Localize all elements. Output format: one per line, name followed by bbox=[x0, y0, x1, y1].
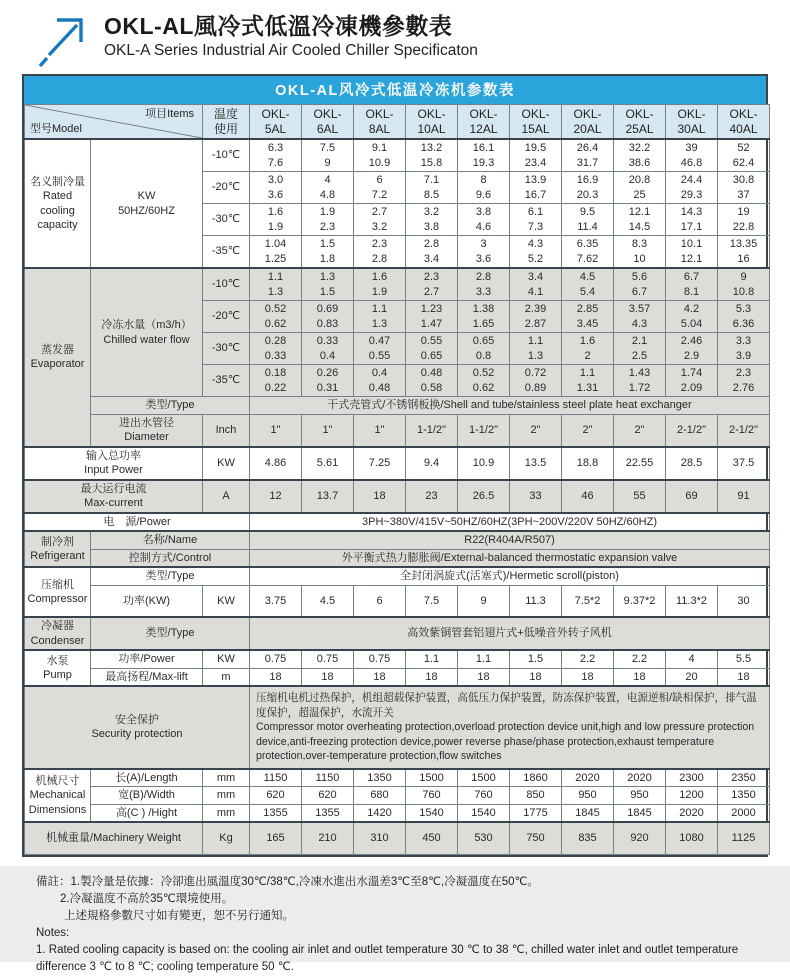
data-cell: 4 4.8 bbox=[302, 172, 354, 204]
model-column-header: OKL- 8AL bbox=[354, 105, 406, 140]
protection-text-cell: 压缩机电机过热保护，机组超载保护装置，高低压力保护装置，防冻保护装置，电源逆相/缺相保护，排气温度保护，超温保护，水流开关 Compressor motor overheating protection,overload protection device unit,high and low pressure protection device,anti-freezing protection device,power reverse phase/phase protection,exhaust temperature protection,over-temperature protection,flow switches bbox=[250, 686, 770, 769]
note-line: Notes: bbox=[36, 926, 70, 939]
data-cell: 9 bbox=[458, 585, 510, 617]
merged-value-cell: R22(R404A/R507) bbox=[250, 531, 770, 549]
model-column-header: OKL- 12AL bbox=[458, 105, 510, 140]
data-cell: 5.5 bbox=[718, 650, 770, 668]
unit-cell: KW bbox=[203, 650, 250, 668]
unit-cell: mm bbox=[203, 787, 250, 805]
data-cell: 1860 bbox=[510, 769, 562, 787]
data-cell: 26.5 bbox=[458, 480, 510, 513]
item-label-cell: 控制方式/Control bbox=[91, 549, 250, 567]
data-cell: 2.39 2.87 bbox=[510, 301, 562, 333]
model-column-header: OKL- 10AL bbox=[406, 105, 458, 140]
data-cell: 24.4 29.3 bbox=[666, 172, 718, 204]
data-cell: 9.4 bbox=[406, 447, 458, 480]
data-cell: 4.5 5.4 bbox=[562, 268, 614, 301]
data-cell: 7.5 bbox=[406, 585, 458, 617]
model-column-header: OKL- 40AL bbox=[718, 105, 770, 140]
data-cell: 0.55 0.65 bbox=[406, 333, 458, 365]
data-cell: 12.1 14.5 bbox=[614, 204, 666, 236]
data-cell: 1" bbox=[250, 414, 302, 447]
data-cell: 1845 bbox=[614, 804, 666, 822]
item-label-cell: 功率/Power bbox=[91, 650, 203, 668]
data-cell: 4 bbox=[666, 650, 718, 668]
item-label-cell: 名称/Name bbox=[91, 531, 250, 549]
data-cell: 18 bbox=[354, 668, 406, 686]
data-cell: 0.69 0.83 bbox=[302, 301, 354, 333]
header-row bbox=[25, 105, 770, 140]
data-cell: 1150 bbox=[250, 769, 302, 787]
data-cell: 2.3 2.7 bbox=[406, 268, 458, 301]
data-cell: 13.7 bbox=[302, 480, 354, 513]
data-cell: 20 bbox=[666, 668, 718, 686]
data-cell: 1.1 bbox=[458, 650, 510, 668]
item-label-cell: 输入总功率 Input Power bbox=[25, 447, 203, 480]
table-row bbox=[25, 447, 770, 480]
data-cell: 0.28 0.33 bbox=[250, 333, 302, 365]
data-cell: 0.18 0.22 bbox=[250, 365, 302, 397]
table-row bbox=[25, 769, 770, 787]
data-cell: 1.38 1.65 bbox=[458, 301, 510, 333]
data-cell: 13.9 16.7 bbox=[510, 172, 562, 204]
data-cell: 6.35 7.62 bbox=[562, 236, 614, 269]
data-cell: 850 bbox=[510, 787, 562, 805]
unit-cell: Kg bbox=[203, 822, 250, 854]
data-cell: 620 bbox=[250, 787, 302, 805]
data-cell: 1350 bbox=[718, 787, 770, 805]
data-cell: 1" bbox=[354, 414, 406, 447]
data-cell: 1.5 bbox=[510, 650, 562, 668]
data-cell: 1355 bbox=[302, 804, 354, 822]
data-cell: 33 bbox=[510, 480, 562, 513]
data-cell: 2000 bbox=[718, 804, 770, 822]
data-cell: 1775 bbox=[510, 804, 562, 822]
data-cell: 2.3 2.76 bbox=[718, 365, 770, 397]
data-cell: 13.35 16 bbox=[718, 236, 770, 269]
data-cell: 1125 bbox=[718, 822, 770, 854]
table-row bbox=[25, 139, 770, 172]
temp-cell: -10℃ bbox=[203, 268, 250, 301]
model-column-header: OKL- 5AL bbox=[250, 105, 302, 140]
model-column-header: OKL- 25AL bbox=[614, 105, 666, 140]
data-cell: 1080 bbox=[666, 822, 718, 854]
data-cell: 7.25 bbox=[354, 447, 406, 480]
data-cell: 2.8 3.3 bbox=[458, 268, 510, 301]
table-title-bar: OKL-AL风冷式低温冷冻机参数表 bbox=[24, 76, 766, 104]
data-cell: 2350 bbox=[718, 769, 770, 787]
data-cell: 9.37*2 bbox=[614, 585, 666, 617]
data-cell: 0.4 0.48 bbox=[354, 365, 406, 397]
data-cell: 1.1 1.3 bbox=[510, 333, 562, 365]
data-cell: 6 bbox=[354, 585, 406, 617]
data-cell: 18.8 bbox=[562, 447, 614, 480]
merged-value-cell: 全封闭涡旋式(活塞式)/Hermetic scroll(piston) bbox=[250, 567, 770, 585]
data-cell: 760 bbox=[406, 787, 458, 805]
notes bbox=[0, 866, 790, 973]
data-cell: 0.52 0.62 bbox=[250, 301, 302, 333]
data-cell: 2.1 2.5 bbox=[614, 333, 666, 365]
data-cell: 1350 bbox=[354, 769, 406, 787]
item-label-cell: 类型/Type bbox=[91, 567, 250, 585]
section-label-cell: 压缩机 Compressor bbox=[25, 567, 91, 617]
data-cell: 4.2 5.04 bbox=[666, 301, 718, 333]
item-label-cell: 最大运行电流 Max-current bbox=[25, 480, 203, 513]
temp-cell: -30℃ bbox=[203, 333, 250, 365]
data-cell: 18 bbox=[406, 668, 458, 686]
note-line: 2.冷凝溫度不高於35℃環境使用。 bbox=[60, 892, 234, 905]
unit-cell: mm bbox=[203, 804, 250, 822]
data-cell: 1500 bbox=[406, 769, 458, 787]
data-cell: 23 bbox=[406, 480, 458, 513]
data-cell: 18 bbox=[614, 668, 666, 686]
data-cell: 1540 bbox=[406, 804, 458, 822]
data-cell: 52 62.4 bbox=[718, 139, 770, 172]
model-column-header: OKL- 20AL bbox=[562, 105, 614, 140]
data-cell: 1.9 2.3 bbox=[302, 204, 354, 236]
section-label-cell: 制冷剂 Refrigerant bbox=[25, 531, 91, 567]
table-row bbox=[25, 414, 770, 447]
data-cell: 620 bbox=[302, 787, 354, 805]
data-cell: 920 bbox=[614, 822, 666, 854]
data-cell: 2.46 2.9 bbox=[666, 333, 718, 365]
spec-table-container bbox=[22, 74, 768, 857]
section-label-cell: 安全保护 Security protection bbox=[25, 686, 250, 769]
data-cell: 18 bbox=[458, 668, 510, 686]
temp-column-header: 温度 使用 bbox=[203, 105, 250, 140]
data-cell: 3 3.6 bbox=[458, 236, 510, 269]
data-cell: 13.2 15.8 bbox=[406, 139, 458, 172]
data-cell: 0.52 0.62 bbox=[458, 365, 510, 397]
data-cell: 9.1 10.9 bbox=[354, 139, 406, 172]
data-cell: 4.86 bbox=[250, 447, 302, 480]
data-cell: 950 bbox=[614, 787, 666, 805]
table-row bbox=[25, 822, 770, 854]
data-cell: 0.75 bbox=[354, 650, 406, 668]
unit-cell: KW bbox=[203, 447, 250, 480]
table-header bbox=[25, 105, 770, 140]
data-cell: 835 bbox=[562, 822, 614, 854]
data-cell: 1200 bbox=[666, 787, 718, 805]
data-cell: 18 bbox=[302, 668, 354, 686]
data-cell: 0.75 bbox=[302, 650, 354, 668]
data-cell: 16.9 20.3 bbox=[562, 172, 614, 204]
data-cell: 1.74 2.09 bbox=[666, 365, 718, 397]
data-cell: 16.1 19.3 bbox=[458, 139, 510, 172]
data-cell: 2.85 3.45 bbox=[562, 301, 614, 333]
spec-table bbox=[24, 104, 770, 855]
item-label-cell: 宽(B)/Width bbox=[91, 787, 203, 805]
data-cell: 2020 bbox=[666, 804, 718, 822]
data-cell: 310 bbox=[354, 822, 406, 854]
data-cell: 1-1/2" bbox=[458, 414, 510, 447]
data-cell: 9 10.8 bbox=[718, 268, 770, 301]
corner-model-label: 型号Model bbox=[30, 122, 82, 135]
data-cell: 4.5 bbox=[302, 585, 354, 617]
corner-items-label: 项目Items bbox=[145, 108, 194, 120]
data-cell: 19.5 23.4 bbox=[510, 139, 562, 172]
table-row bbox=[25, 567, 770, 585]
table-row bbox=[25, 650, 770, 668]
data-cell: 165 bbox=[250, 822, 302, 854]
model-column-header: OKL- 30AL bbox=[666, 105, 718, 140]
data-cell: 46 bbox=[562, 480, 614, 513]
table-row bbox=[25, 668, 770, 686]
data-cell: 37.5 bbox=[718, 447, 770, 480]
data-cell: 1" bbox=[302, 414, 354, 447]
data-cell: 3.4 4.1 bbox=[510, 268, 562, 301]
data-cell: 9.5 11.4 bbox=[562, 204, 614, 236]
merged-value-cell: 干式壳管式/不锈钢板换/Shell and tube/stainless steel plate heat exchanger bbox=[250, 397, 770, 415]
data-cell: 6.3 7.6 bbox=[250, 139, 302, 172]
data-cell: 5.6 6.7 bbox=[614, 268, 666, 301]
table-row bbox=[25, 787, 770, 805]
temp-cell: -20℃ bbox=[203, 172, 250, 204]
data-cell: 1.1 1.3 bbox=[354, 301, 406, 333]
data-cell: 0.33 0.4 bbox=[302, 333, 354, 365]
item-label-cell: 长(A)/Length bbox=[91, 769, 203, 787]
data-cell: 1.3 1.5 bbox=[302, 268, 354, 301]
data-cell: 2" bbox=[562, 414, 614, 447]
data-cell: 0.26 0.31 bbox=[302, 365, 354, 397]
data-cell: 3.57 4.3 bbox=[614, 301, 666, 333]
data-cell: 18 bbox=[354, 480, 406, 513]
data-cell: 2-1/2" bbox=[666, 414, 718, 447]
table-row bbox=[25, 397, 770, 415]
data-cell: 8.3 10 bbox=[614, 236, 666, 269]
table-row bbox=[25, 531, 770, 549]
temp-cell: -35℃ bbox=[203, 236, 250, 269]
item-label-cell: KW 50HZ/60HZ bbox=[91, 139, 203, 268]
merged-value-cell: 3PH~380V/415V~50HZ/60HZ(3PH~200V/220V 50HZ/60HZ) bbox=[250, 513, 770, 532]
data-cell: 1.6 1.9 bbox=[354, 268, 406, 301]
section-label-cell: 名义制冷量 Rated cooling capacity bbox=[25, 139, 91, 268]
data-cell: 2.2 bbox=[562, 650, 614, 668]
data-cell: 2.7 3.2 bbox=[354, 204, 406, 236]
data-cell: 32.2 38.6 bbox=[614, 139, 666, 172]
data-cell: 6.7 8.1 bbox=[666, 268, 718, 301]
page-title: OKL-AL風冷式低溫冷凍機參數表 bbox=[104, 13, 453, 39]
data-cell: 20.8 25 bbox=[614, 172, 666, 204]
table-row bbox=[25, 513, 770, 532]
unit-cell: Inch bbox=[203, 414, 250, 447]
data-cell: 2-1/2" bbox=[718, 414, 770, 447]
table-row bbox=[25, 804, 770, 822]
item-label-cell: 冷冻水量（m3/h） Chilled water flow bbox=[91, 268, 203, 397]
data-cell: 1.6 1.9 bbox=[250, 204, 302, 236]
model-column-header: OKL- 6AL bbox=[302, 105, 354, 140]
data-cell: 1.1 1.3 bbox=[250, 268, 302, 301]
data-cell: 69 bbox=[666, 480, 718, 513]
data-cell: 18 bbox=[562, 668, 614, 686]
data-cell: 26.4 31.7 bbox=[562, 139, 614, 172]
data-cell: 10.9 bbox=[458, 447, 510, 480]
data-cell: 3.75 bbox=[250, 585, 302, 617]
data-cell: 2020 bbox=[562, 769, 614, 787]
data-cell: 0.65 0.8 bbox=[458, 333, 510, 365]
data-cell: 2" bbox=[510, 414, 562, 447]
data-cell: 210 bbox=[302, 822, 354, 854]
data-cell: 8 9.6 bbox=[458, 172, 510, 204]
document-header bbox=[0, 0, 790, 66]
data-cell: 19 22.8 bbox=[718, 204, 770, 236]
data-cell: 1355 bbox=[250, 804, 302, 822]
data-cell: 1.1 bbox=[406, 650, 458, 668]
section-label-cell: 蒸发器 Evaporator bbox=[25, 268, 91, 447]
arrow-up-right-logo-icon bbox=[36, 12, 88, 73]
data-cell: 1420 bbox=[354, 804, 406, 822]
data-cell: 7.5*2 bbox=[562, 585, 614, 617]
item-label-cell: 机械重量/Machinery Weight bbox=[25, 822, 203, 854]
note-line: 上述規格參數尺寸如有變更，恕不另行通知。 bbox=[64, 909, 294, 922]
data-cell: 39 46.8 bbox=[666, 139, 718, 172]
data-cell: 1.5 1.8 bbox=[302, 236, 354, 269]
section-label-cell: 机械尺寸 Mechanical Dimensions bbox=[25, 769, 91, 823]
data-cell: 55 bbox=[614, 480, 666, 513]
data-cell: 1.6 2 bbox=[562, 333, 614, 365]
data-cell: 1845 bbox=[562, 804, 614, 822]
table-row bbox=[25, 480, 770, 513]
data-cell: 7.1 8.5 bbox=[406, 172, 458, 204]
data-cell: 1-1/2" bbox=[406, 414, 458, 447]
data-cell: 18 bbox=[718, 668, 770, 686]
data-cell: 3.8 4.6 bbox=[458, 204, 510, 236]
data-cell: 950 bbox=[562, 787, 614, 805]
data-cell: 18 bbox=[510, 668, 562, 686]
data-cell: 11.3 bbox=[510, 585, 562, 617]
data-cell: 5.61 bbox=[302, 447, 354, 480]
temp-cell: -30℃ bbox=[203, 204, 250, 236]
data-cell: 6 7.2 bbox=[354, 172, 406, 204]
item-label-cell: 进出水管径 Diameter bbox=[91, 414, 203, 447]
data-cell: 3.3 3.9 bbox=[718, 333, 770, 365]
data-cell: 1.23 1.47 bbox=[406, 301, 458, 333]
data-cell: 13.5 bbox=[510, 447, 562, 480]
data-cell: 11.3*2 bbox=[666, 585, 718, 617]
item-label-cell: 最高扬程/Max-lift bbox=[91, 668, 203, 686]
data-cell: 30.8 37 bbox=[718, 172, 770, 204]
note-line: 備註：1.製冷量是依據：冷卻進出風溫度30℃/38℃,冷凍水進出水溫差3℃至8℃,冷凝溫度在50℃。 bbox=[36, 875, 539, 888]
corner-header-cell bbox=[25, 105, 203, 140]
data-cell: 1500 bbox=[458, 769, 510, 787]
data-cell: 0.75 bbox=[250, 650, 302, 668]
item-label-cell: 功率(KW) bbox=[91, 585, 203, 617]
data-cell: 2300 bbox=[666, 769, 718, 787]
data-cell: 91 bbox=[718, 480, 770, 513]
page-subtitle: OKL-A Series Industrial Air Cooled Chiller Specificaton bbox=[104, 42, 478, 59]
data-cell: 680 bbox=[354, 787, 406, 805]
data-cell: 5.3 6.36 bbox=[718, 301, 770, 333]
data-cell: 2" bbox=[614, 414, 666, 447]
data-cell: 1.04 1.25 bbox=[250, 236, 302, 269]
data-cell: 14.3 17.1 bbox=[666, 204, 718, 236]
data-cell: 12 bbox=[250, 480, 302, 513]
data-cell: 4.3 5.2 bbox=[510, 236, 562, 269]
item-label-cell: 高(C ) /Hight bbox=[91, 804, 203, 822]
data-cell: 530 bbox=[458, 822, 510, 854]
section-label-cell: 冷凝器 Condenser bbox=[25, 617, 91, 650]
item-label-cell: 电 源/Power bbox=[25, 513, 250, 532]
unit-cell: A bbox=[203, 480, 250, 513]
table-row bbox=[25, 617, 770, 650]
data-cell: 750 bbox=[510, 822, 562, 854]
unit-cell: mm bbox=[203, 769, 250, 787]
model-column-header: OKL- 15AL bbox=[510, 105, 562, 140]
section-label-cell: 水泵 Pump bbox=[25, 650, 91, 686]
data-cell: 30 bbox=[718, 585, 770, 617]
item-label-cell: 类型/Type bbox=[91, 397, 250, 415]
merged-value-cell: 外平衡式热力膨胀阀/External-balanced thermostatic expansion valve bbox=[250, 549, 770, 567]
table-row bbox=[25, 585, 770, 617]
data-cell: 2.3 2.8 bbox=[354, 236, 406, 269]
data-cell: 2.8 3.4 bbox=[406, 236, 458, 269]
table-row bbox=[25, 268, 770, 301]
data-cell: 2.2 bbox=[614, 650, 666, 668]
data-cell: 450 bbox=[406, 822, 458, 854]
data-cell: 2020 bbox=[614, 769, 666, 787]
note-line: 1. Rated cooling capacity is based on: the cooling air inlet and outlet temperature 30 ℃ to 38 ℃, chilled water inlet and outlet temperature difference 3 ℃ to 8 ℃; cooling temperature 50 ℃. bbox=[36, 943, 739, 973]
table-row bbox=[25, 549, 770, 567]
data-cell: 6.1 7.3 bbox=[510, 204, 562, 236]
table-row bbox=[25, 686, 770, 769]
data-cell: 18 bbox=[250, 668, 302, 686]
data-cell: 3.2 3.8 bbox=[406, 204, 458, 236]
data-cell: 1.43 1.72 bbox=[614, 365, 666, 397]
data-cell: 0.48 0.58 bbox=[406, 365, 458, 397]
temp-cell: -35℃ bbox=[203, 365, 250, 397]
data-cell: 3.0 3.6 bbox=[250, 172, 302, 204]
merged-value-cell: 高效紫铜管套铝翅片式+低噪音外转子风机 bbox=[250, 617, 770, 650]
data-cell: 1540 bbox=[458, 804, 510, 822]
data-cell: 7.5 9 bbox=[302, 139, 354, 172]
data-cell: 0.47 0.55 bbox=[354, 333, 406, 365]
data-cell: 10.1 12.1 bbox=[666, 236, 718, 269]
data-cell: 1150 bbox=[302, 769, 354, 787]
unit-cell: KW bbox=[203, 585, 250, 617]
temp-cell: -10℃ bbox=[203, 139, 250, 172]
unit-cell: m bbox=[203, 668, 250, 686]
data-cell: 22.55 bbox=[614, 447, 666, 480]
data-cell: 28.5 bbox=[666, 447, 718, 480]
data-cell: 0.72 0.89 bbox=[510, 365, 562, 397]
data-cell: 760 bbox=[458, 787, 510, 805]
data-cell: 1.1 1.31 bbox=[562, 365, 614, 397]
temp-cell: -20℃ bbox=[203, 301, 250, 333]
item-label-cell: 类型/Type bbox=[91, 617, 250, 650]
